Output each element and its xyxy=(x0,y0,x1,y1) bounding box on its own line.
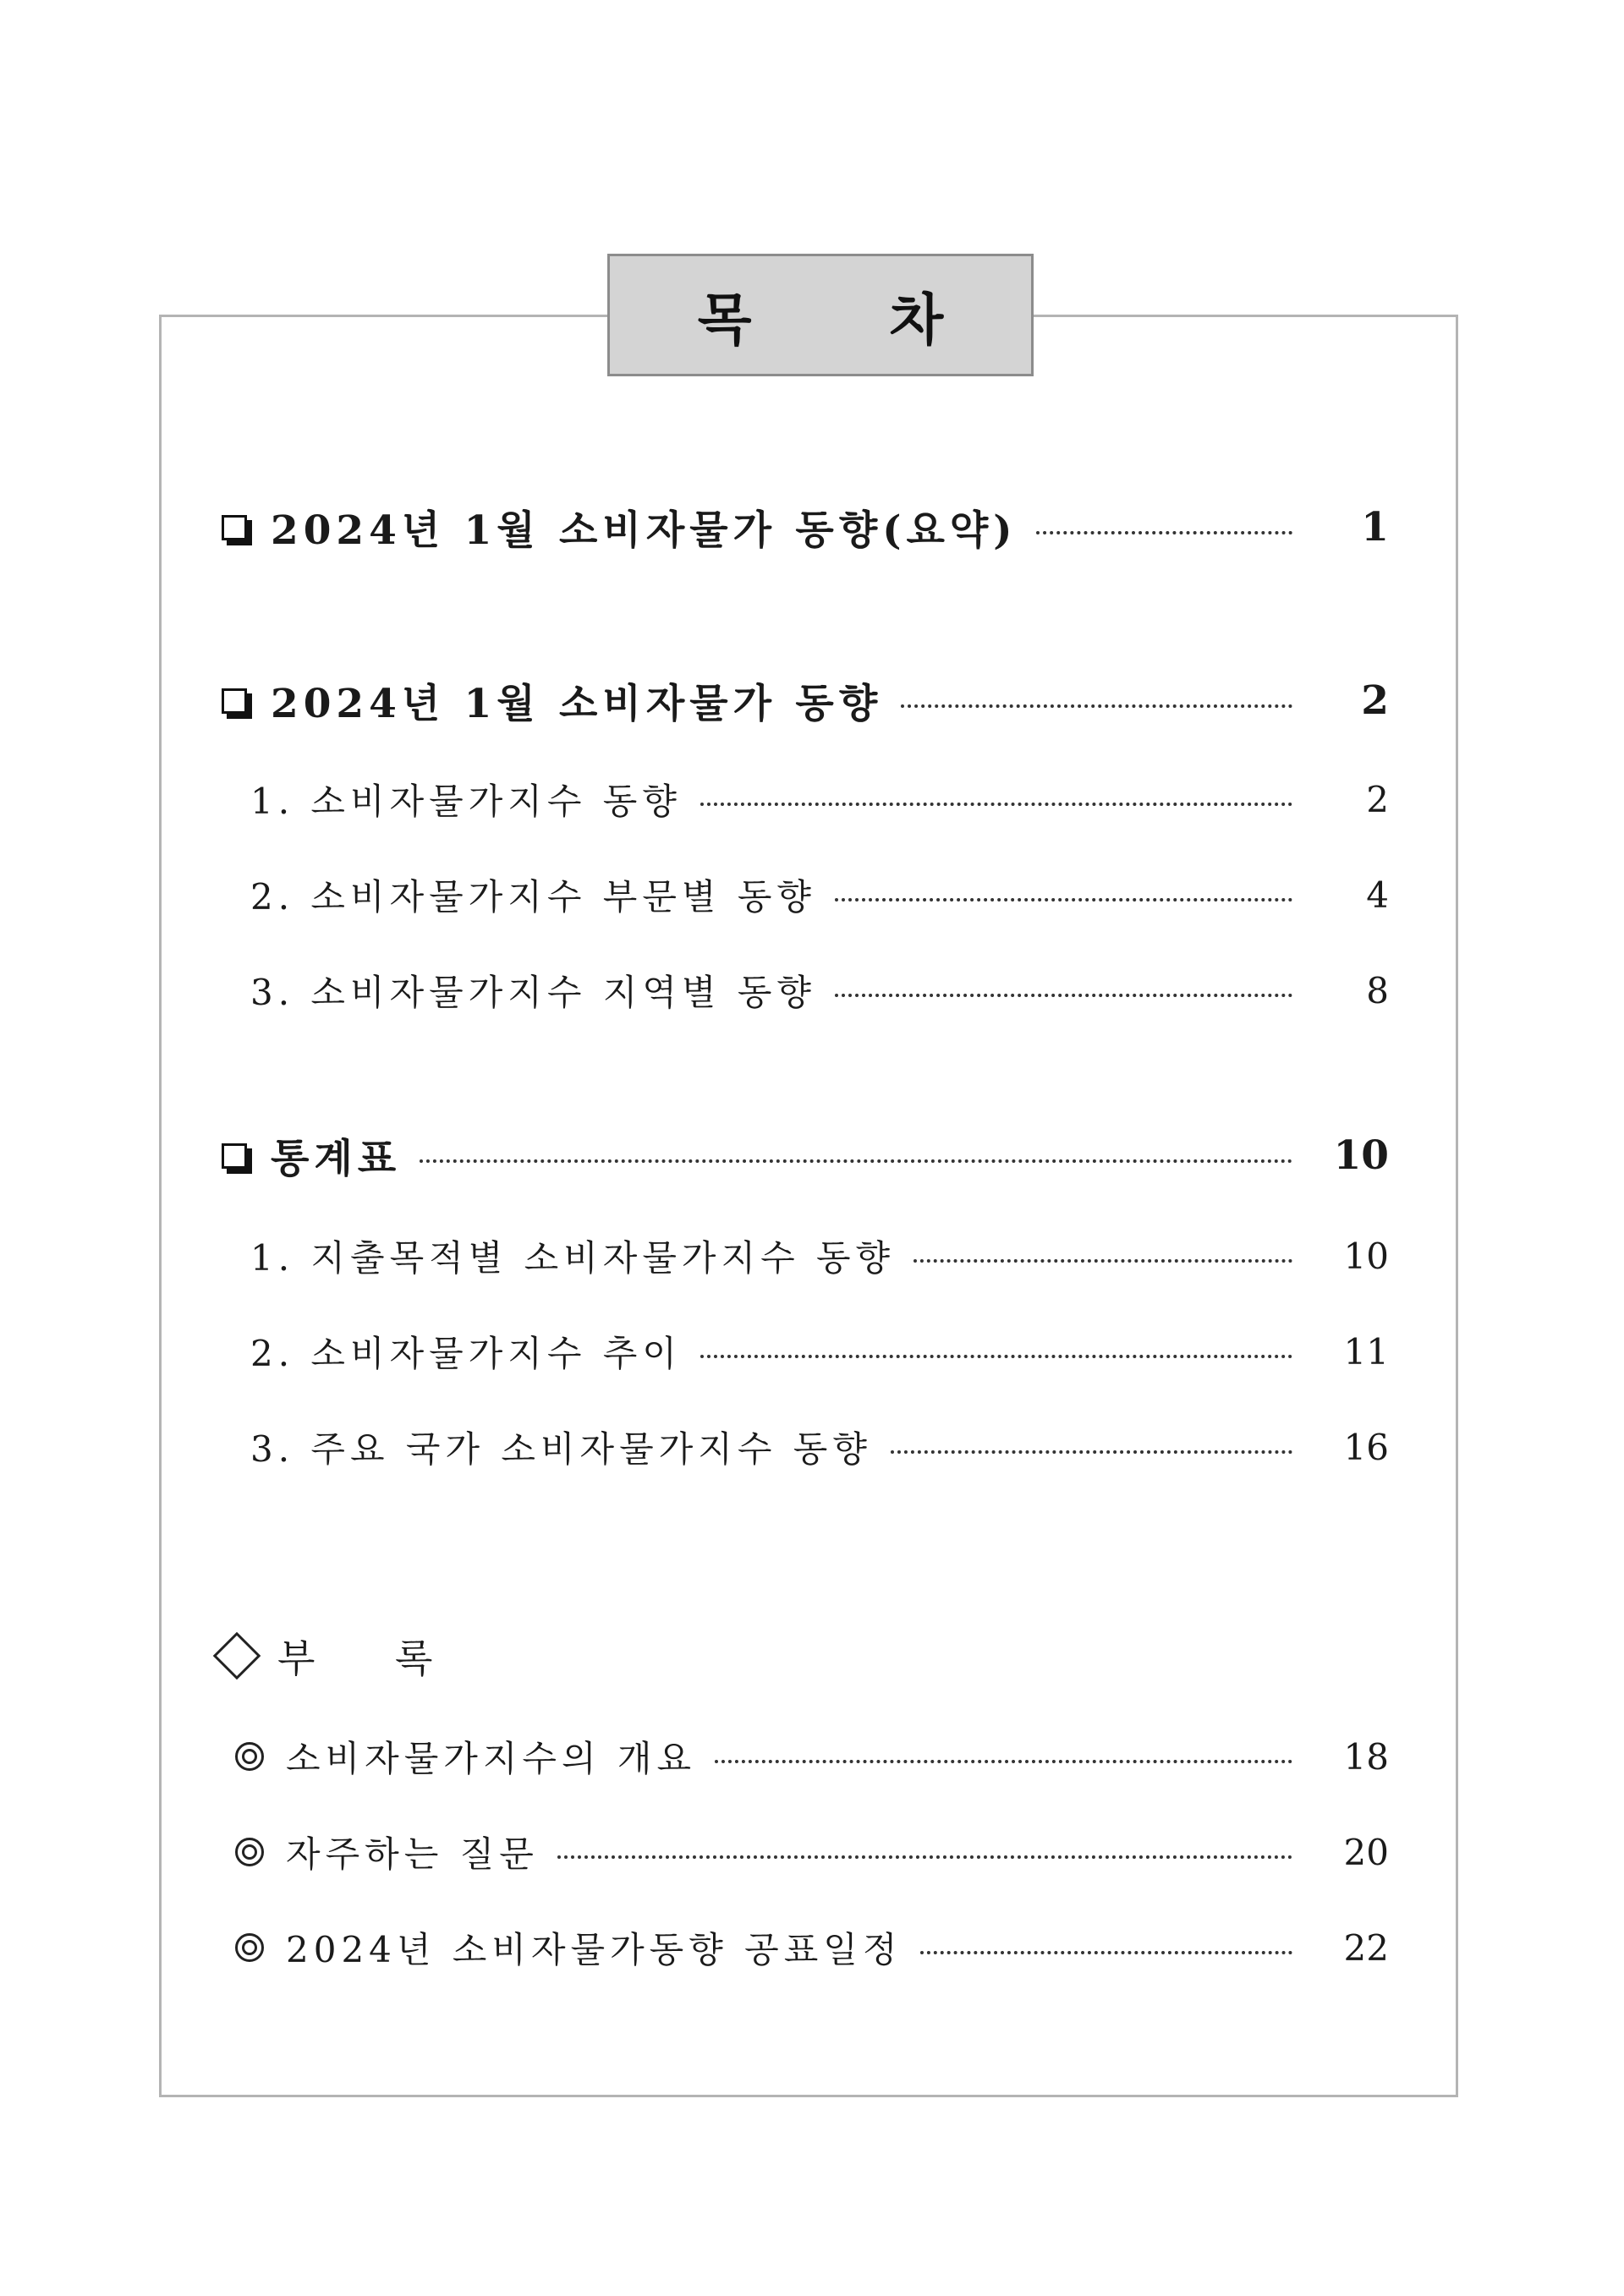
appendix-heading-label: 부 록 xyxy=(277,1636,467,1681)
toc-page-number: 10 xyxy=(1343,1235,1389,1277)
toc-item-label: 3. 주요 국가 소비자물가지수 동향 xyxy=(250,1428,872,1470)
toc-section-label: 2024년 1월 소비자물가 동향(요약) xyxy=(271,507,1018,554)
appendix-item-label: 자주하는 질문 xyxy=(286,1833,539,1875)
leader-dots xyxy=(700,803,1292,806)
toc-page-number: 2 xyxy=(1361,677,1389,724)
checkbox-square-icon xyxy=(222,688,247,714)
toc-section-trend[interactable] xyxy=(222,672,1389,729)
appendix-item[interactable] xyxy=(235,1827,1389,1877)
toc-page-number: 2 xyxy=(1366,778,1389,820)
leader-dots xyxy=(1036,531,1293,534)
leader-dots xyxy=(420,1159,1292,1163)
double-circle-icon xyxy=(235,1933,264,1962)
toc-title: 목 차 xyxy=(697,288,1003,353)
leader-dots xyxy=(557,1855,1292,1859)
appendix-item[interactable] xyxy=(235,1922,1389,1973)
toc-page-number: 8 xyxy=(1366,969,1389,1011)
toc-item-label: 1. 소비자물가지수 동향 xyxy=(250,781,682,822)
checkbox-square-icon xyxy=(222,1143,247,1169)
leader-dots xyxy=(715,1760,1292,1763)
appendix-item-label: 소비자물가지수의 개요 xyxy=(286,1738,697,1779)
toc-section-label: 통계표 xyxy=(271,1136,402,1182)
appendix-heading xyxy=(211,1628,467,1684)
leader-dots xyxy=(891,1450,1292,1454)
leader-dots xyxy=(700,1355,1292,1358)
toc-item[interactable] xyxy=(250,965,1389,1016)
leader-dots xyxy=(835,898,1292,901)
toc-section-summary[interactable] xyxy=(222,499,1389,556)
toc-section-label: 2024년 1월 소비자물가 동향 xyxy=(271,681,883,727)
toc-item[interactable] xyxy=(250,1230,1389,1281)
toc-item-label: 2. 소비자물가지수 부문별 동향 xyxy=(250,876,816,918)
toc-page-number: 4 xyxy=(1366,874,1389,916)
toc-page-number: 1 xyxy=(1361,504,1389,551)
toc-page-number: 20 xyxy=(1343,1831,1389,1873)
appendix-item[interactable] xyxy=(235,1731,1389,1782)
toc-page-number: 10 xyxy=(1333,1132,1389,1179)
checkbox-square-icon xyxy=(222,515,247,540)
toc-title-box xyxy=(607,254,1034,376)
toc-item[interactable] xyxy=(250,774,1389,825)
toc-item-label: 1. 지출목적별 소비자물가지수 동향 xyxy=(250,1237,896,1279)
toc-item[interactable] xyxy=(250,869,1389,920)
toc-section-tables[interactable] xyxy=(222,1127,1389,1184)
leader-dots xyxy=(835,994,1292,997)
appendix-item-label: 2024년 소비자물가동향 공표일정 xyxy=(286,1929,903,1970)
toc-page-number: 18 xyxy=(1343,1735,1389,1778)
diamond-icon xyxy=(213,1632,261,1680)
toc-page-number: 22 xyxy=(1343,1926,1389,1969)
toc-item[interactable] xyxy=(250,1422,1389,1472)
toc-page-number: 16 xyxy=(1343,1426,1389,1468)
leader-dots xyxy=(901,704,1292,708)
leader-dots xyxy=(920,1951,1292,1954)
leader-dots xyxy=(914,1259,1292,1263)
double-circle-icon xyxy=(235,1838,264,1866)
toc-item-label: 2. 소비자물가지수 추이 xyxy=(250,1333,682,1374)
toc-page-number: 11 xyxy=(1343,1330,1389,1373)
double-circle-icon xyxy=(235,1742,264,1771)
toc-item[interactable] xyxy=(250,1326,1389,1377)
toc-item-label: 3. 소비자물가지수 지역별 동향 xyxy=(250,972,816,1013)
